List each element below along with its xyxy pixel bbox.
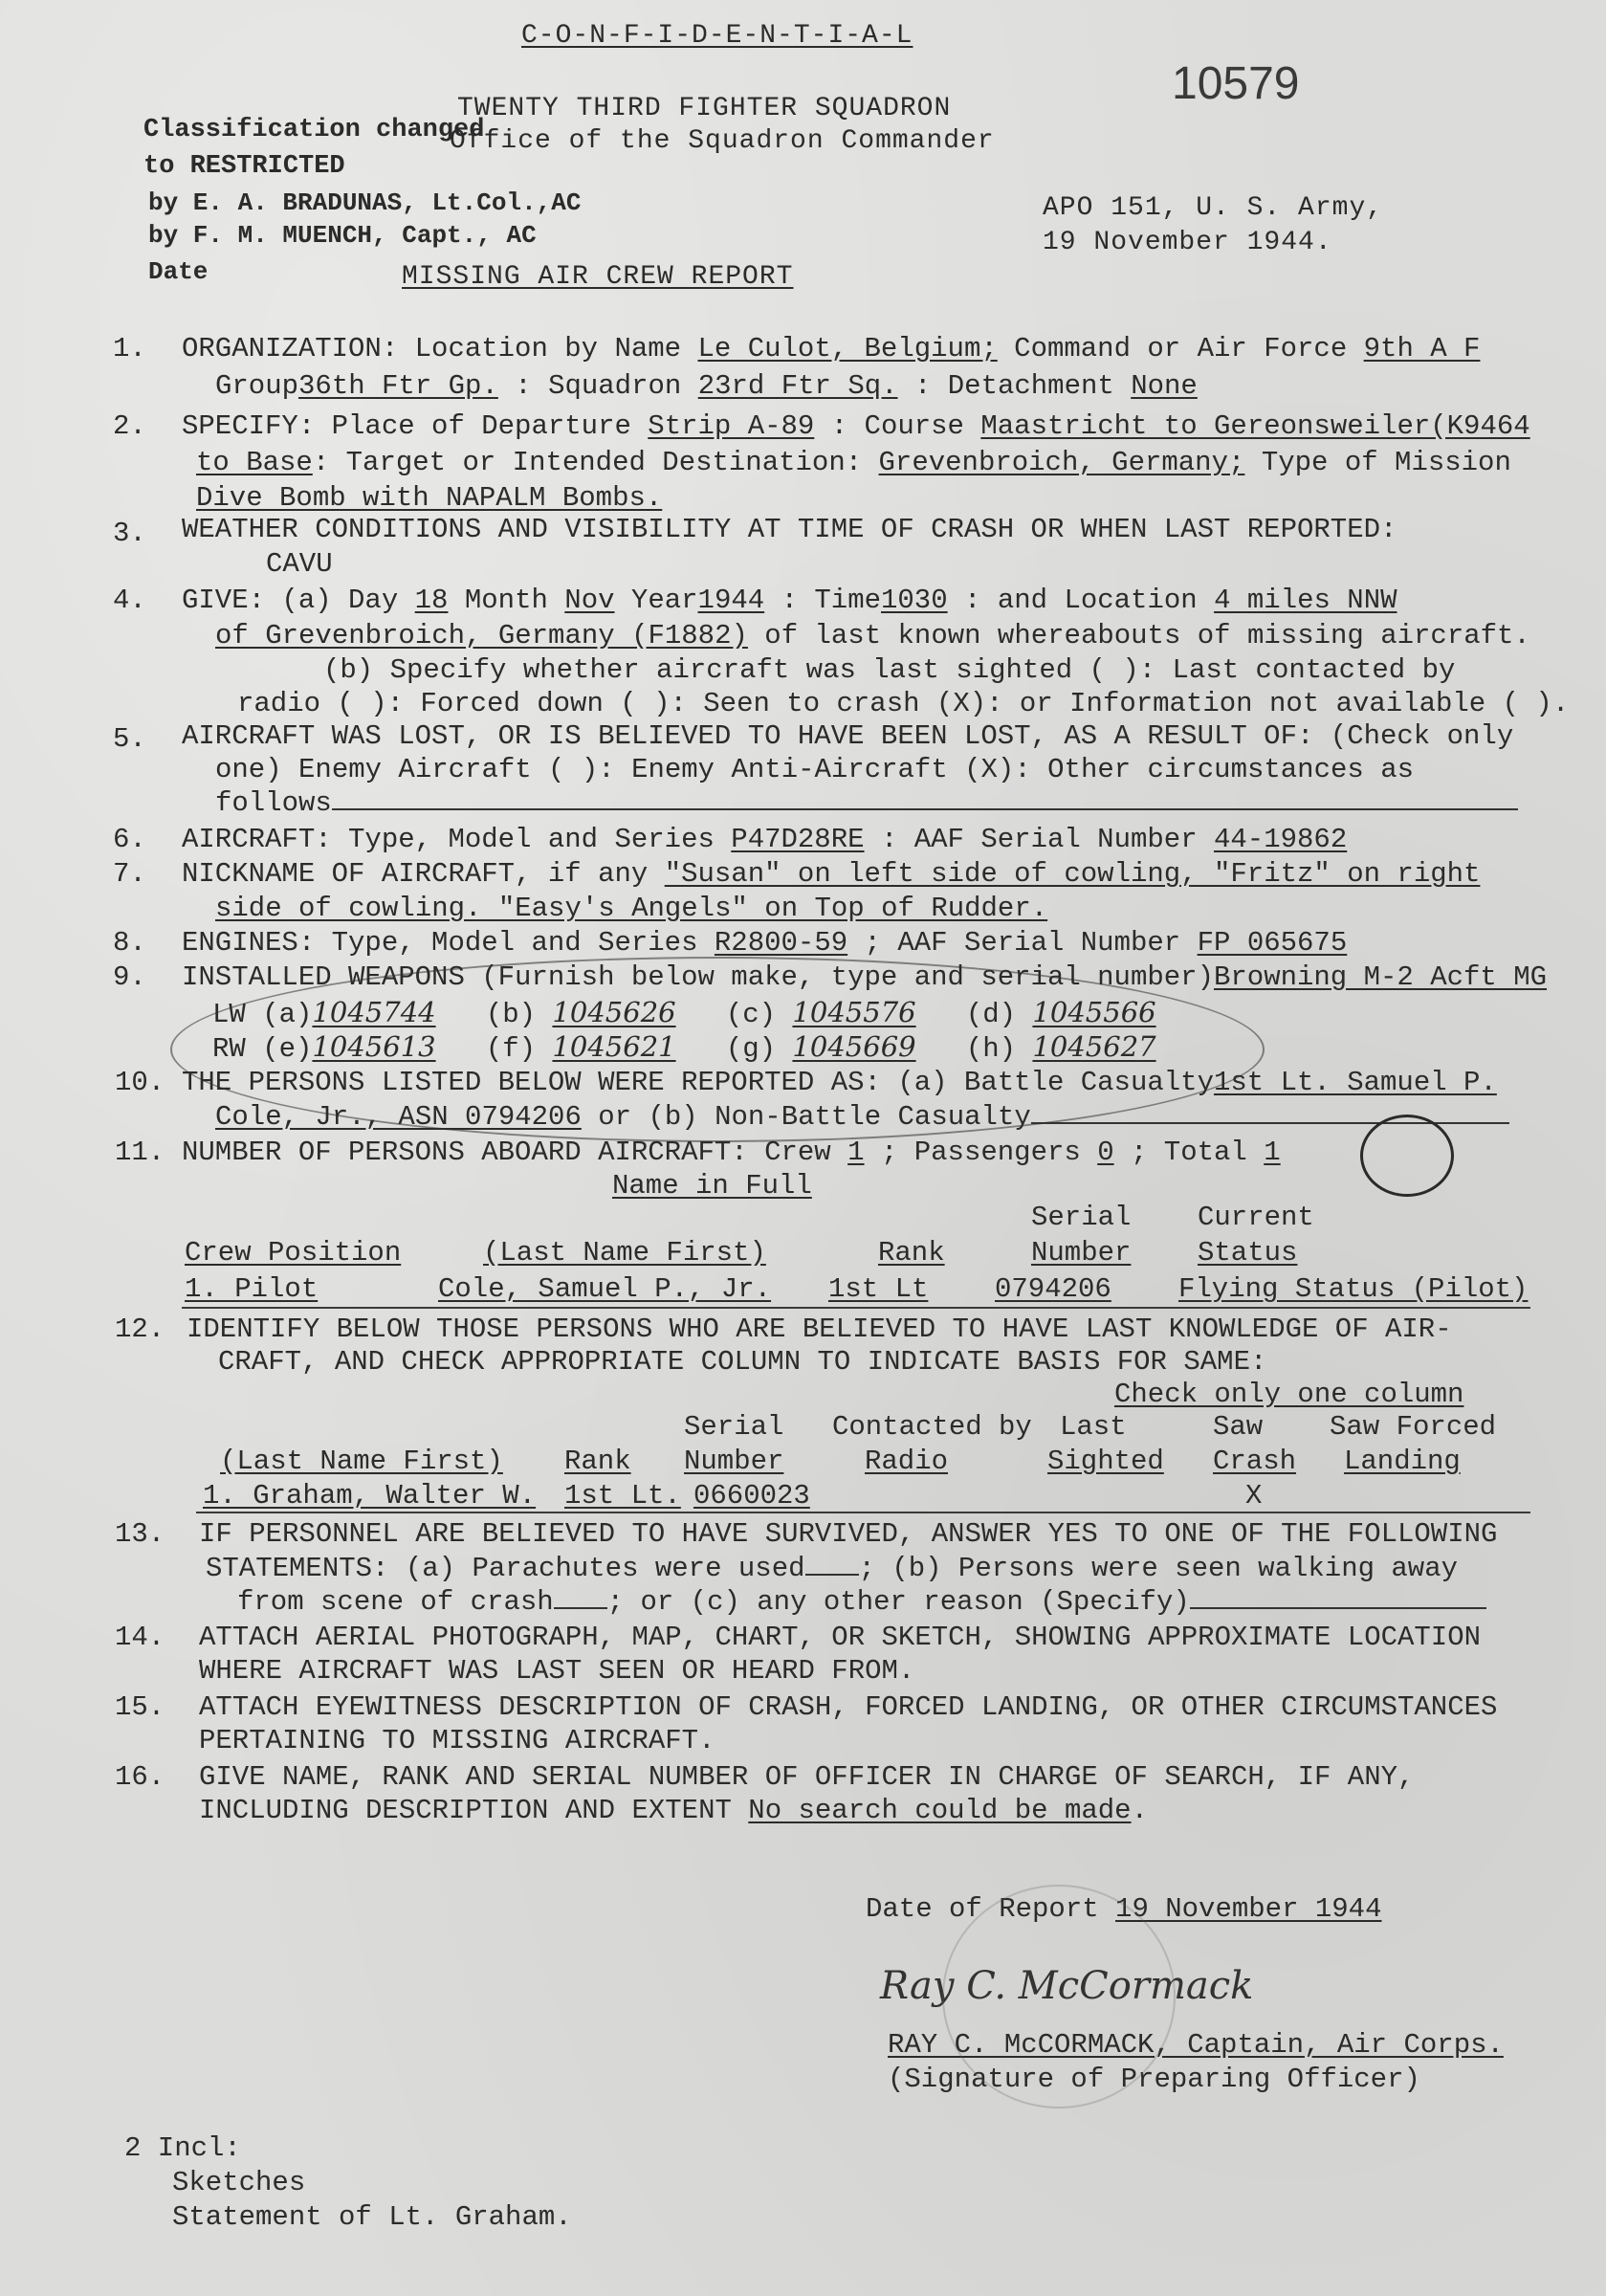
k-col-contacted-top: Contacted by [832, 1411, 1032, 1443]
k-col-last: Sighted [1047, 1446, 1164, 1477]
crew-row-name: Cole, Samuel P., Jr. [438, 1273, 772, 1305]
squadron-label: : Squadron [515, 370, 682, 402]
follows-label: follows [215, 787, 332, 819]
item-6-line [182, 823, 1347, 857]
aircraft-serial-value: 44-19862 [1214, 824, 1348, 855]
aircraft-type-value: P47D28RE [731, 824, 865, 855]
k-row-rule [196, 1512, 1530, 1513]
total-label: ; Total [1131, 1137, 1247, 1168]
k-col-serial-top: Serial [684, 1411, 784, 1443]
location-value: 4 miles NNW [1214, 585, 1397, 616]
classification-stamp-line2: to RESTRICTED [143, 152, 345, 181]
weapon-f-serial: 1045621 [552, 1030, 676, 1063]
date-of-report-label: Date of Report [866, 1893, 1099, 1925]
item-14-line2: WHERE AIRCRAFT WAS LAST SEEN OR HEARD FROM. [199, 1655, 915, 1687]
crew-count: 1 [847, 1137, 865, 1168]
weapon-b-serial: 1045626 [552, 996, 676, 1028]
total-count: 1 [1264, 1137, 1281, 1168]
signer-name: RAY C. McCORMACK, Captain, Air Corps. [888, 2029, 1504, 2061]
command-label: Command or Air Force [1014, 333, 1348, 364]
persons-reported-label: THE PERSONS LISTED BELOW WERE REPORTED AS: (a) Battle Casualty [182, 1067, 1214, 1098]
non-battle-label: or (b) Non-Battle Casualty [598, 1101, 1031, 1133]
engine-serial-value: FP 065675 [1197, 927, 1348, 959]
battle-casualty-value: 1st Lt. Samuel P. [1213, 1067, 1497, 1098]
crew-row-rule [182, 1307, 1530, 1309]
k-row-name: 1. Graham, Walter W. [203, 1480, 537, 1512]
item-12-number: 12. [115, 1314, 165, 1345]
scene-of-crash-blank[interactable] [554, 1607, 607, 1609]
group-value: 36th Ftr Gp. [298, 370, 498, 402]
item-4-line1 [182, 584, 1397, 618]
weapon-d-label: (d) [965, 999, 1017, 1030]
time-label: : Time [781, 585, 881, 616]
mission-value: Dive Bomb with NAPALM Bombs. [196, 482, 663, 514]
apo-line: APO 151, U. S. Army, [1043, 193, 1384, 223]
month-value: Nov [564, 585, 615, 616]
departure-value: Strip A-89 [648, 410, 815, 442]
item-4b-line2: radio ( ): Forced down ( ): Seen to crash (X): or Information not available ( ). [237, 688, 1570, 719]
target-value: Grevenbroich, Germany; [878, 447, 1245, 478]
item-10-number: 10. [115, 1067, 165, 1098]
battle-casualty-value-cont: Cole, Jr., ASN 0794206 [215, 1101, 582, 1133]
k-row-saw-crash-mark: X [1245, 1480, 1263, 1512]
location-label: : and Location [964, 585, 1198, 616]
aircraft-serial-label: : AAF Serial Number [880, 824, 1198, 855]
weapon-c-label: (c) [725, 999, 777, 1030]
check-one-column-note: Check only one column [1114, 1379, 1464, 1410]
item-12-line1: IDENTIFY BELOW THOSE PERSONS WHO ARE BELIEVED TO HAVE LAST KNOWLEDGE OF AIR- [187, 1314, 1452, 1345]
classification-stamp-line4: by F. M. MUENCH, Capt., AC [148, 221, 537, 250]
aircraft-type-label: AIRCRAFT: Type, Model and Series [182, 824, 715, 855]
month-label: Month [464, 585, 548, 616]
k-col-saw: Crash [1213, 1446, 1297, 1477]
item-15-number: 15. [115, 1691, 165, 1723]
item-1-line1 [182, 332, 1480, 366]
name-in-full-label: Name in Full [612, 1170, 812, 1202]
day-value: 18 [414, 585, 449, 616]
office-name: Office of the Squadron Commander [450, 126, 995, 156]
item-16-line1: GIVE NAME, RANK AND SERIAL NUMBER OF OFFICER IN CHARGE OF SEARCH, IF ANY, [199, 1761, 1415, 1793]
item-11-number: 11. [115, 1137, 165, 1168]
weapon-e-label: (e) [262, 1033, 313, 1065]
report-title: MISSING AIR CREW REPORT [402, 262, 794, 292]
item-7-line2 [215, 892, 1047, 926]
year-value: 1944 [697, 585, 765, 616]
report-number: 10579 [1172, 58, 1300, 109]
item-15-line2: PERTAINING TO MISSING AIRCRAFT. [199, 1725, 715, 1756]
item-14-number: 14. [115, 1622, 165, 1653]
walking-away-label: ; (b) Persons were seen walking away [858, 1553, 1459, 1584]
engine-serial-label: ; AAF Serial Number [864, 927, 1181, 959]
weapon-e-serial: 1045613 [312, 1030, 436, 1063]
course-continued: to Base [196, 447, 313, 478]
classification-stamp-date-label: Date [148, 257, 209, 286]
weapon-f-label: (f) [485, 1033, 537, 1065]
location-tail: of last known whereabouts of missing aircraft. [764, 620, 1530, 651]
inclosures-label: 2 Incl: [124, 2132, 241, 2164]
classification-stamp-line3: by E. A. BRADUNAS, Lt.Col.,AC [148, 188, 582, 217]
crew-col-rank: Rank [878, 1237, 945, 1269]
item-1-number: 1. [113, 333, 146, 364]
crew-row-rank: 1st Lt [828, 1273, 929, 1305]
item-1-line2 [215, 369, 1198, 404]
nickname-value: "Susan" on left side of cowling, "Fritz" on right [664, 858, 1481, 890]
target-label: : Target or Intended Destination: [312, 447, 863, 478]
total-circle-mark [1360, 1115, 1454, 1197]
left-wing-label: LW [212, 999, 246, 1030]
engine-type-label: ENGINES: Type, Model and Series [182, 927, 698, 959]
command-value: 9th A F [1363, 333, 1481, 364]
item-15-line1: ATTACH EYEWITNESS DESCRIPTION OF CRASH, FORCED LANDING, OR OTHER CIRCUMSTANCES [199, 1691, 1498, 1723]
squadron-name: TWENTY THIRD FIGHTER SQUADRON [457, 94, 952, 123]
k-col-rank: Rank [564, 1446, 631, 1477]
inclosure-2: Statement of Lt. Graham. [172, 2201, 572, 2233]
weapon-a-label: (a) [262, 999, 313, 1030]
departure-label: SPECIFY: Place of Departure [182, 410, 631, 442]
item-12-line2: CRAFT, AND CHECK APPROPRIATE COLUMN TO INDICATE BASIS FOR SAME: [218, 1346, 1267, 1378]
crew-row-position: 1. Pilot [185, 1273, 319, 1305]
item-14-line1: ATTACH AERIAL PHOTOGRAPH, MAP, CHART, OR SKETCH, SHOWING APPROXIMATE LOCATION [199, 1622, 1482, 1653]
course-value: Maastricht to Gereonsweiler(K9464 [980, 410, 1530, 442]
k-col-serial: Number [684, 1446, 784, 1477]
detachment-label: : Detachment [913, 370, 1114, 402]
item-4b-line1: (b) Specify whether aircraft was last sighted ( ): Last contacted by [323, 654, 1456, 686]
weapons-label: INSTALLED WEAPONS (Furnish below make, type and serial number) [182, 961, 1214, 993]
nickname-label: NICKNAME OF AIRCRAFT, if any [182, 858, 649, 890]
signer-title: (Signature of Preparing Officer) [888, 2064, 1420, 2095]
inclosure-1: Sketches [172, 2167, 306, 2198]
right-wing-label: RW [212, 1033, 246, 1065]
crew-row-serial: 0794206 [995, 1273, 1111, 1305]
item-5-line2: one) Enemy Aircraft ( ): Enemy Anti-Aircraft (X): Other circumstances as [215, 754, 1415, 785]
item-13-line3 [237, 1585, 1486, 1620]
item-2-line1 [182, 409, 1530, 444]
weapons-make: Browning M-2 Acft MG [1213, 961, 1548, 993]
item-13-line2 [206, 1552, 1458, 1586]
item-2-line2 [196, 446, 1511, 480]
item-5-line3 [215, 786, 1518, 821]
date-of-report-value: 19 November 1944 [1115, 1893, 1382, 1925]
item-8-number: 8. [113, 927, 146, 959]
scene-of-crash-label: from scene of crash [237, 1586, 554, 1618]
weapon-c-serial: 1045576 [792, 996, 916, 1028]
give-label: GIVE: (a) Day [182, 585, 399, 616]
item-13-number: 13. [115, 1518, 165, 1550]
crew-col-status: Status [1198, 1237, 1298, 1269]
report-header-date: 19 November 1944. [1043, 228, 1332, 257]
weapons-ellipse-mark [170, 957, 1265, 1142]
item-13-line1: IF PERSONNEL ARE BELIEVED TO HAVE SURVIVED, ANSWER YES TO ONE OF THE FOLLOWING [199, 1518, 1498, 1550]
item-7-line1 [182, 857, 1480, 892]
squadron-value: 23rd Ftr Sq. [697, 370, 898, 402]
engine-type-value: R2800-59 [714, 927, 848, 959]
search-description-value: No search could be made [748, 1795, 1132, 1826]
crew-col-position: Crew Position [185, 1237, 402, 1269]
passengers-count: 0 [1097, 1137, 1114, 1168]
item-4-line2 [215, 619, 1530, 653]
k-col-saw-top: Saw [1213, 1411, 1264, 1443]
item-8-line [182, 926, 1347, 960]
parachutes-label: STATEMENTS: (a) Parachutes were used [206, 1553, 805, 1584]
weather-label: WEATHER CONDITIONS AND VISIBILITY AT TIME OF CRASH OR WHEN LAST REPORTED: [182, 514, 1397, 545]
item-2-line3 [196, 481, 662, 516]
location-continued: of Grevenbroich, Germany (F1882) [215, 620, 748, 651]
classification-banner: C-O-N-F-I-D-E-N-T-I-A-L [521, 21, 913, 51]
group-label: Group [215, 370, 299, 402]
item-1-label: ORGANIZATION: Location by Name [182, 333, 682, 364]
course-label: : Course [830, 410, 964, 442]
other-reason-label: ; or (c) any other reason (Specify) [606, 1586, 1190, 1618]
k-col-forced-top: Saw Forced [1330, 1411, 1497, 1443]
item-5-line1: AIRCRAFT WAS LOST, OR IS BELIEVED TO HAVE BEEN LOST, AS A RESULT OF: (Check only [182, 720, 1514, 752]
weapon-a-serial: 1045744 [312, 996, 436, 1028]
search-description-label: INCLUDING DESCRIPTION AND EXTENT [199, 1795, 732, 1826]
k-row-serial: 0660023 [693, 1480, 810, 1512]
mission-label: Type of Mission [1261, 447, 1511, 478]
weapon-b-label: (b) [485, 999, 537, 1030]
item-5-number: 5. [113, 723, 146, 755]
other-reason-blank[interactable] [1190, 1607, 1486, 1609]
follows-blank [332, 808, 1518, 810]
crew-row-status: Flying Status (Pilot) [1178, 1273, 1529, 1305]
k-col-contacted: Radio [865, 1446, 949, 1477]
item-6-number: 6. [113, 824, 146, 855]
parachutes-blank[interactable] [805, 1574, 859, 1576]
detachment-value: None [1131, 370, 1198, 402]
nickname-value-cont: side of cowling. "Easy's Angels" on Top of Rudder. [215, 893, 1048, 924]
item-4-number: 4. [113, 585, 146, 616]
persons-aboard-label: NUMBER OF PERSONS ABOARD AIRCRAFT: Crew [182, 1137, 831, 1168]
crew-col-name: (Last Name First) [483, 1237, 766, 1269]
classification-stamp-line1: Classification changed [143, 116, 485, 144]
item-3-number: 3. [113, 518, 146, 549]
weapon-d-serial: 1045566 [1032, 996, 1156, 1028]
organization-location: Le Culot, Belgium; [697, 333, 998, 364]
crew-col-serial-top: Serial [1031, 1202, 1132, 1233]
handwritten-signature: Ray C. McCormack [880, 1964, 1254, 2008]
weapon-g-serial: 1045669 [792, 1030, 916, 1063]
k-col-forced: Landing [1344, 1446, 1461, 1477]
item-16-number: 16. [115, 1761, 165, 1793]
k-row-rank: 1st Lt. [564, 1480, 681, 1512]
search-description-end: . [1131, 1795, 1148, 1826]
passengers-label: ; Passengers [880, 1137, 1081, 1168]
k-col-name: (Last Name First) [220, 1446, 503, 1477]
item-2-number: 2. [113, 410, 146, 442]
crew-col-serial: Number [1031, 1237, 1132, 1269]
faint-stamp-mark [942, 1885, 1176, 2108]
weather-value: CAVU [266, 548, 333, 580]
item-9-number: 9. [113, 961, 146, 993]
weapon-h-label: (h) [965, 1033, 1017, 1065]
time-value: 1030 [881, 585, 948, 616]
weapon-g-label: (g) [725, 1033, 777, 1065]
item-16-line2 [199, 1794, 1148, 1828]
crew-col-status-top: Current [1198, 1202, 1314, 1233]
weapon-h-serial: 1045627 [1032, 1030, 1156, 1063]
item-7-number: 7. [113, 858, 146, 890]
year-label: Year [630, 585, 698, 616]
k-col-last-top: Last [1060, 1411, 1127, 1443]
